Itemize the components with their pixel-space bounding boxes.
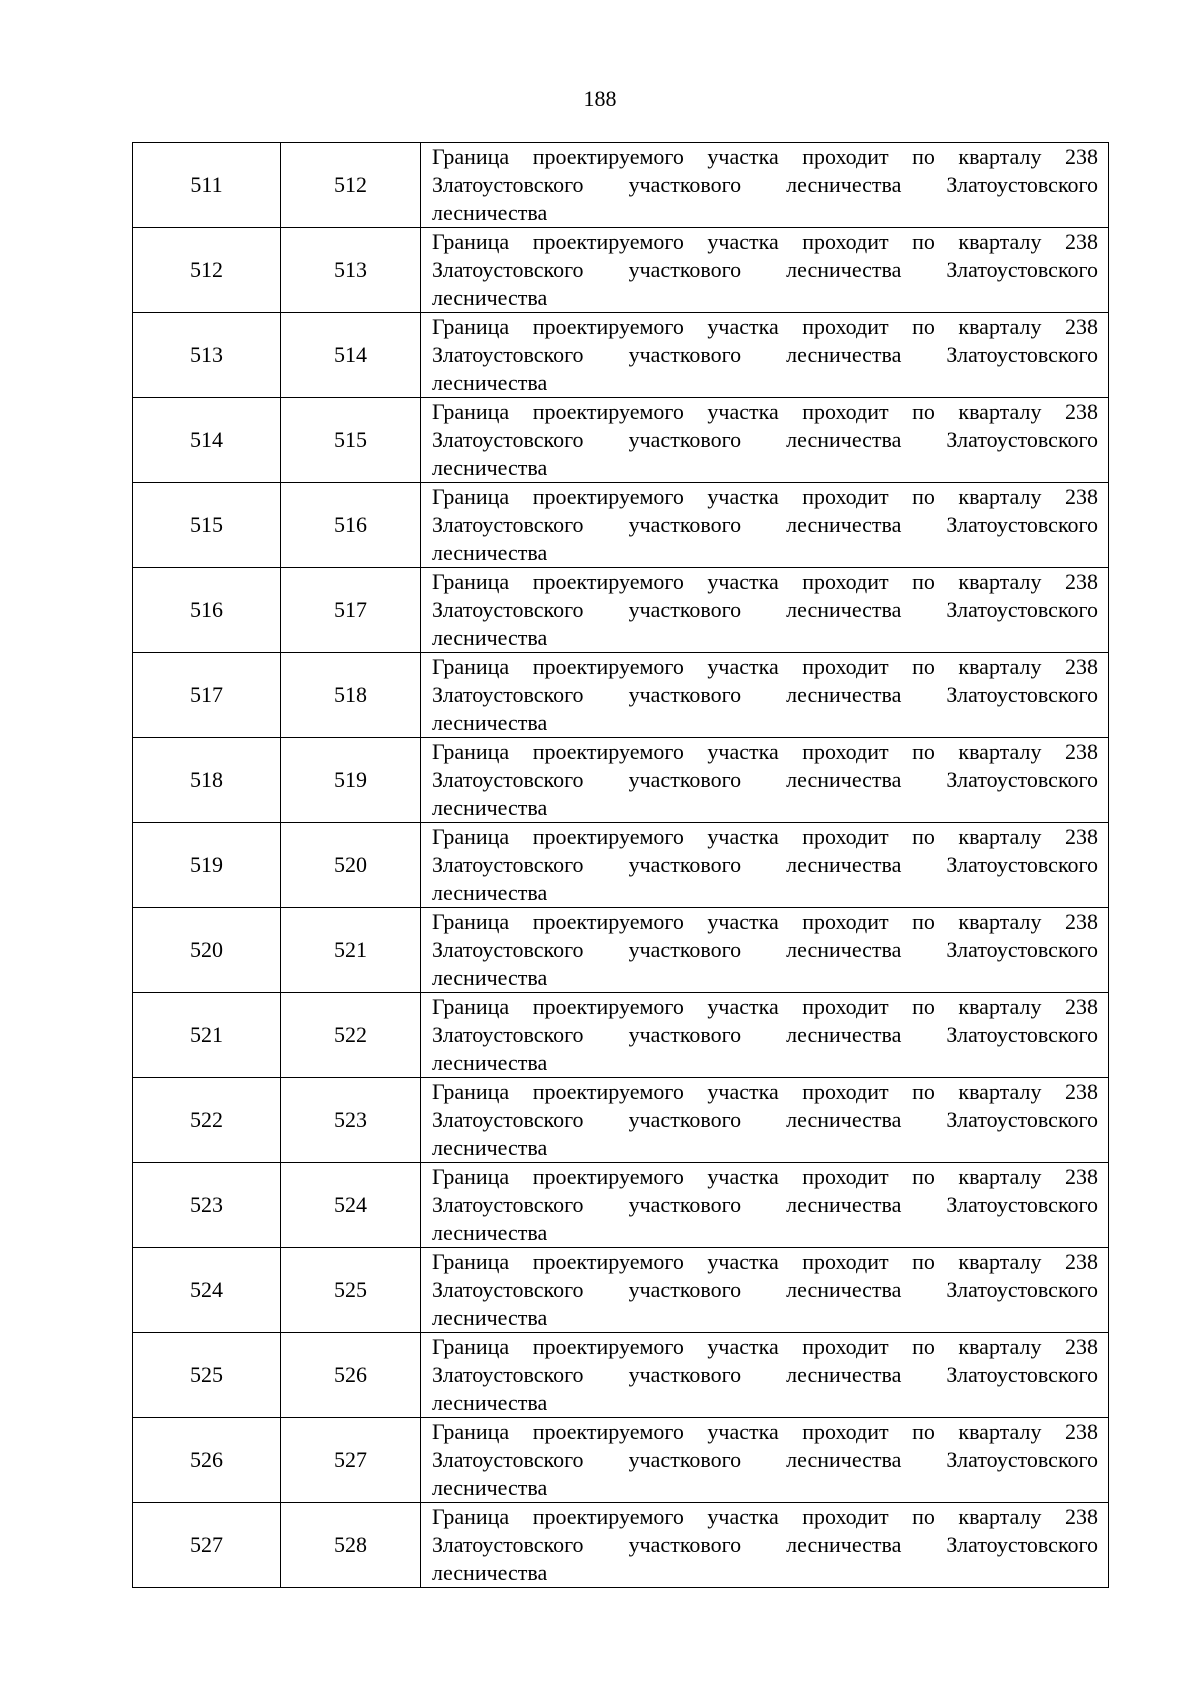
table-row <box>133 1503 1109 1588</box>
point-from-cell: 518 <box>133 738 281 823</box>
point-from-cell: 523 <box>133 1163 281 1248</box>
point-to-cell: 525 <box>281 1248 421 1333</box>
table-row <box>133 228 1109 313</box>
point-from-cell: 524 <box>133 1248 281 1333</box>
point-from-cell: 519 <box>133 823 281 908</box>
description-cell: Граница проектируемого участка проходит по кварталу 238 Златоустовского участкового лесничества Златоустовского лесничества <box>421 738 1109 823</box>
point-from-cell: 512 <box>133 228 281 313</box>
description-cell: Граница проектируемого участка проходит по кварталу 238 Златоустовского участкового лесничества Златоустовского лесничества <box>421 143 1109 228</box>
point-to-cell: 519 <box>281 738 421 823</box>
point-from-cell: 520 <box>133 908 281 993</box>
point-to-cell: 520 <box>281 823 421 908</box>
description-cell: Граница проектируемого участка проходит по кварталу 238 Златоустовского участкового лесничества Златоустовского лесничества <box>421 653 1109 738</box>
page-number: 188 <box>583 86 617 111</box>
point-from-cell: 525 <box>133 1333 281 1418</box>
description-cell: Граница проектируемого участка проходит по кварталу 238 Златоустовского участкового лесничества Златоустовского лесничества <box>421 568 1109 653</box>
table-row <box>133 908 1109 993</box>
description-cell: Граница проектируемого участка проходит по кварталу 238 Златоустовского участкового лесничества Златоустовского лесничества <box>421 1503 1109 1588</box>
point-to-cell: 527 <box>281 1418 421 1503</box>
table-row <box>133 653 1109 738</box>
point-to-cell: 528 <box>281 1503 421 1588</box>
description-cell: Граница проектируемого участка проходит по кварталу 238 Златоустовского участкового лесничества Златоустовского лесничества <box>421 823 1109 908</box>
table-row <box>133 483 1109 568</box>
point-from-cell: 514 <box>133 398 281 483</box>
table-body <box>133 143 1109 1588</box>
point-from-cell: 511 <box>133 143 281 228</box>
point-from-cell: 516 <box>133 568 281 653</box>
point-to-cell: 522 <box>281 993 421 1078</box>
table-row <box>133 993 1109 1078</box>
table-row <box>133 1163 1109 1248</box>
description-cell: Граница проектируемого участка проходит по кварталу 238 Златоустовского участкового лесничества Златоустовского лесничества <box>421 1418 1109 1503</box>
table-row <box>133 823 1109 908</box>
point-from-cell: 527 <box>133 1503 281 1588</box>
description-cell: Граница проектируемого участка проходит по кварталу 238 Златоустовского участкового лесничества Златоустовского лесничества <box>421 228 1109 313</box>
point-to-cell: 515 <box>281 398 421 483</box>
point-to-cell: 524 <box>281 1163 421 1248</box>
point-from-cell: 515 <box>133 483 281 568</box>
point-to-cell: 514 <box>281 313 421 398</box>
description-cell: Граница проектируемого участка проходит по кварталу 238 Златоустовского участкового лесничества Златоустовского лесничества <box>421 1333 1109 1418</box>
point-to-cell: 526 <box>281 1333 421 1418</box>
description-cell: Граница проектируемого участка проходит по кварталу 238 Златоустовского участкового лесничества Златоустовского лесничества <box>421 483 1109 568</box>
description-cell: Граница проектируемого участка проходит по кварталу 238 Златоустовского участкового лесничества Златоустовского лесничества <box>421 1078 1109 1163</box>
point-from-cell: 521 <box>133 993 281 1078</box>
point-from-cell: 513 <box>133 313 281 398</box>
table-row <box>133 1248 1109 1333</box>
point-to-cell: 523 <box>281 1078 421 1163</box>
point-to-cell: 512 <box>281 143 421 228</box>
description-cell: Граница проектируемого участка проходит по кварталу 238 Златоустовского участкового лесничества Златоустовского лесничества <box>421 1248 1109 1333</box>
point-to-cell: 516 <box>281 483 421 568</box>
table-row <box>133 568 1109 653</box>
table-row <box>133 313 1109 398</box>
point-from-cell: 522 <box>133 1078 281 1163</box>
point-to-cell: 517 <box>281 568 421 653</box>
table-row <box>133 738 1109 823</box>
description-cell: Граница проектируемого участка проходит по кварталу 238 Златоустовского участкового лесничества Златоустовского лесничества <box>421 1163 1109 1248</box>
table-row <box>133 1418 1109 1503</box>
point-to-cell: 521 <box>281 908 421 993</box>
point-from-cell: 526 <box>133 1418 281 1503</box>
point-to-cell: 518 <box>281 653 421 738</box>
point-to-cell: 513 <box>281 228 421 313</box>
table-row <box>133 398 1109 483</box>
description-cell: Граница проектируемого участка проходит по кварталу 238 Златоустовского участкового лесничества Златоустовского лесничества <box>421 993 1109 1078</box>
table-row <box>133 1078 1109 1163</box>
table-row <box>133 1333 1109 1418</box>
table-row <box>133 143 1109 228</box>
description-cell: Граница проектируемого участка проходит по кварталу 238 Златоустовского участкового лесничества Златоустовского лесничества <box>421 398 1109 483</box>
description-cell: Граница проектируемого участка проходит по кварталу 238 Златоустовского участкового лесничества Златоустовского лесничества <box>421 313 1109 398</box>
boundary-table <box>132 142 1109 1588</box>
description-cell: Граница проектируемого участка проходит по кварталу 238 Златоустовского участкового лесничества Златоустовского лесничества <box>421 908 1109 993</box>
point-from-cell: 517 <box>133 653 281 738</box>
